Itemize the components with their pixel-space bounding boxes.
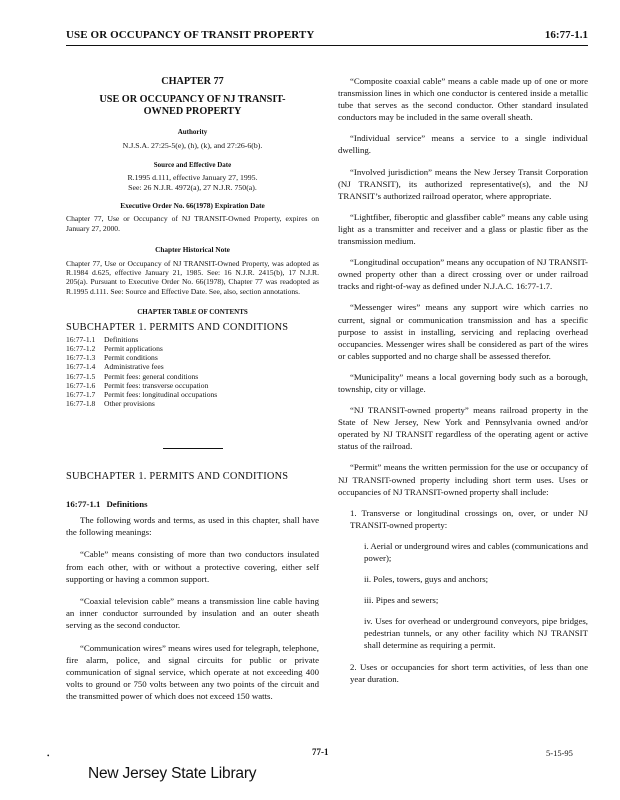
permit-item-1-ii: ii. Poles, towers, guys and anchors; [364, 574, 489, 585]
toc-subchapter-title: SUBCHAPTER 1. PERMITS AND CONDITIONS [66, 321, 289, 333]
toc-entry-title: Permit fees: general conditions [104, 371, 199, 381]
chapter-number: CHAPTER 77 [161, 76, 224, 87]
historical-note-text: Chapter 77, Use or Occupancy of NJ TRANSIT-Owned Property, was adopted as R.1984 d.625, effective January 21, 1985. See: 16 N.J.R. 2415(b), 17 N.J.R. 205(a). Pursuant to Executive Order No. 66(1978), Chapter 77 was readopted as R.1995 d.111. See: Source and Effective Date. See, also, section annotations. [66, 258, 319, 296]
definition-permit: “Permit” means the written permission for the use or occupancy of NJ TRANSIT-owned property including short term uses. Uses or occupancies of NJ TRANSIT-owned property shall include: [338, 462, 588, 497]
section-title: Definitions [106, 498, 148, 509]
toc-entry-number: 16:77-1.5 [66, 371, 96, 381]
source-line-2: See: 26 N.J.R. 4972(a), 27 N.J.R. 750(a). [128, 182, 257, 192]
toc-entry-title: Permit applications [104, 344, 163, 354]
table-of-contents [66, 335, 319, 409]
header-rule [66, 45, 588, 46]
definition-municipality: “Municipality” means a local governing body such as a borough, township, city or village. [338, 371, 588, 394]
executive-order-heading: Executive Order No. 66(1978) Expiration Date [120, 201, 265, 211]
definition-lightfiber-cable: “Lightfiber, fiberoptic and glassfiber cable” means any cable using light as a transmitter and receiver and a glass or plastic fiber as the transmission medium. [338, 211, 588, 247]
definition-nj-transit-owned-property: “NJ TRANSIT-owned property” means railroad property in the State of New Jersey, New York and Pennsylvania owned and/or operated by NJ TRANSIT regardless of the operating agent or active status of the railroad. [338, 405, 588, 452]
toc-entry-title: Permit fees: longitudinal occupations [104, 390, 218, 400]
toc-entry-number: 16:77-1.3 [66, 353, 96, 363]
historical-note-heading: Chapter Historical Note [155, 245, 230, 255]
toc-entry [66, 344, 319, 353]
toc-entry-title: Administrative fees [104, 362, 164, 372]
source-text [66, 173, 319, 192]
toc-entry-number: 16:77-1.4 [66, 362, 96, 372]
left-column [66, 75, 319, 703]
toc-entry-title: Definitions [104, 334, 139, 344]
executive-order-text: Chapter 77, Use or Occupancy of NJ TRANSIT-Owned Property, expires on January 27, 2000. [66, 214, 319, 233]
toc-entry [66, 390, 319, 399]
definition-communication-wires: “Communication wires” means wires used for telegraph, telephone, fire alarm, police, and signal circuits for public or private communication of signal service, which operate at not exceeding 400 volts to ground or 750 volts between any two points of the circuit and the transmitted power of which does not exceed 150 watts. [66, 642, 319, 702]
permit-item-2: 2. Uses or occupancies for short term activities, of less than one year duration. [350, 661, 588, 684]
source-heading: Source and Effective Date [153, 160, 232, 169]
section-heading [66, 499, 319, 509]
definition-composite-coaxial-cable: “Composite coaxial cable” means a cable made up of one or more transmission lines in which one conductor is centered inside a metallic tube that serves as the second conductor. Other standard insulated conductors may be included in the same overall sheath. [338, 76, 588, 123]
toc-entry [66, 353, 319, 362]
toc-entry-title: Other provisions [104, 399, 155, 409]
permit-item-1-iii: iii. Pipes and sewers; [364, 595, 439, 606]
toc-entry-number: 16:77-1.7 [66, 390, 96, 400]
toc-heading: CHAPTER TABLE OF CONTENTS [137, 308, 248, 317]
toc-entry [66, 372, 319, 381]
toc-entry-title: Permit conditions [104, 353, 158, 363]
permit-item-1: 1. Transverse or longitudinal crossings on, over, or under NJ TRANSIT-owned property: [350, 507, 588, 530]
library-stamp: New Jersey State Library [88, 765, 257, 782]
toc-entry [66, 335, 319, 344]
footer-mark: • [47, 752, 50, 760]
authority-text: N.J.S.A. 27:25-5(e), (h), (k), and 27:26-6(b). [122, 140, 263, 150]
definitions-intro: The following words and terms, as used in this chapter, shall have the following meanings: [66, 515, 319, 538]
definition-involved-jurisdiction: “Involved jurisdiction” means the New Jersey Transit Corporation (NJ TRANSIT), its authorized representative(s), and the NJ TRANSIT’s authorized railroad operator, where appropriate. [338, 166, 588, 201]
chapter-title-line-2: OWNED PROPERTY [143, 106, 242, 118]
header-title: USE OR OCCUPANCY OF TRANSIT PROPERTY [66, 29, 315, 41]
toc-entry [66, 399, 319, 408]
footer-date: 5-15-95 [546, 748, 573, 758]
authority-heading: Authority [177, 128, 208, 137]
chapter-title [66, 94, 319, 118]
toc-entry [66, 381, 319, 390]
definition-individual-service: “Individual service” means a service to a single individual dwelling. [338, 133, 588, 156]
permit-item-1-i: i. Aerial or underground wires and cables (communications and power); [364, 540, 588, 563]
running-header [66, 29, 588, 45]
toc-entry-number: 16:77-1.8 [66, 399, 96, 409]
section-number: 16:77-1.1 [66, 498, 101, 509]
source-line-1: R.1995 d.111, effective January 27, 1995. [127, 173, 258, 183]
subchapter-heading: SUBCHAPTER 1. PERMITS AND CONDITIONS [66, 471, 289, 483]
permit-item-1-iv: iv. Uses for overhead or underground conveyors, pipe bridges, pedestrian tunnels, or any other facility which NJ TRANSIT shall determine as requiring a permit. [364, 616, 588, 651]
toc-entry-title: Permit fees: transverse occupation [104, 380, 209, 390]
section-divider [163, 448, 223, 449]
right-column [338, 75, 588, 685]
definition-cable: “Cable” means consisting of more than two conductors insulated from each other, with or without a protective covering, either self supporting or having a common support. [66, 549, 319, 584]
toc-entry-number: 16:77-1.1 [66, 334, 96, 344]
definition-messenger-wires: “Messenger wires” means any support wire which carries no current, signal or communication transmission and has a specific purpose to assist in installing, servicing and replacing overhead occupancies. Messenger wires shall be considered as part of the wires or cables supported and no charge shall be assessed therefor. [338, 302, 588, 361]
header-section-number: 16:77-1.1 [544, 29, 588, 41]
toc-entry-number: 16:77-1.2 [66, 344, 96, 354]
definition-longitudinal-occupation: “Longitudinal occupation” means any occupation of NJ TRANSIT-owned property other than a direct crossing over or under railroad tracks and right-of-way as defined under N.J.A.C. 16:77-1.7. [338, 257, 588, 292]
chapter-title-line-1: USE OR OCCUPANCY OF NJ TRANSIT- [99, 94, 286, 106]
toc-entry-number: 16:77-1.6 [66, 380, 96, 390]
page-number: 77-1 [312, 747, 329, 757]
definition-coaxial-cable: “Coaxial television cable” means a transmission line cable having an inner conductor surrounded by insulation and an outer sheath serving as the second conductor. [66, 596, 319, 631]
toc-entry [66, 362, 319, 371]
